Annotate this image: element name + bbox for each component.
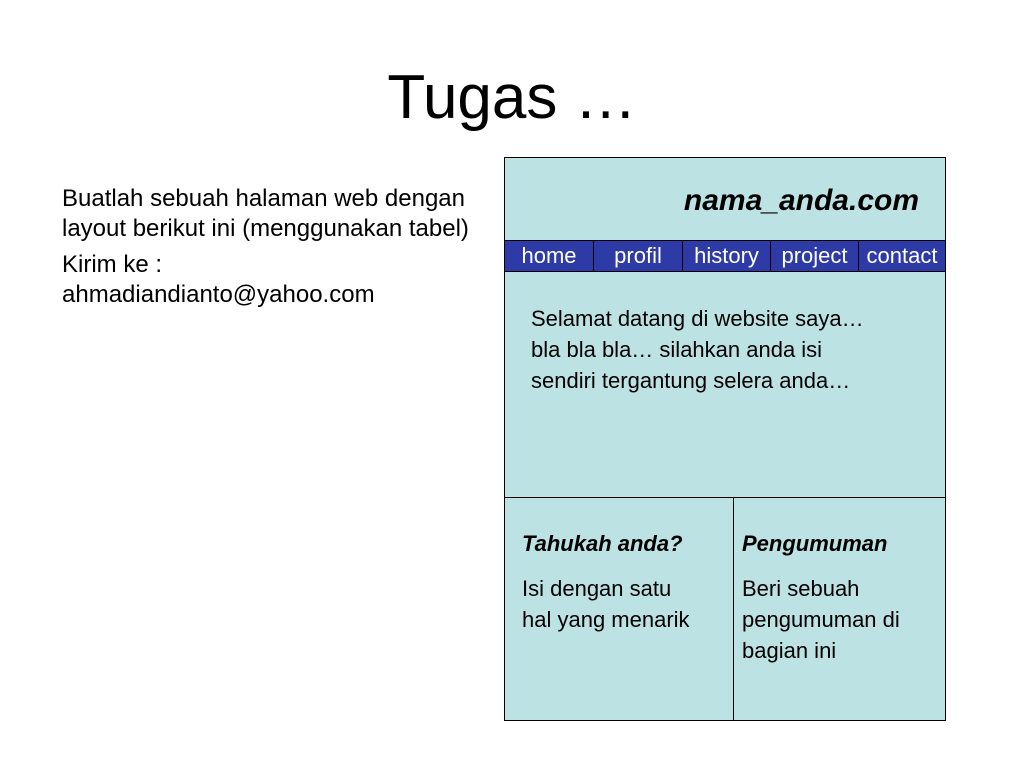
welcome-line: bla bla bla… silahkan anda isi — [531, 337, 823, 362]
nav-item-profil[interactable]: profil — [594, 241, 683, 271]
announcement-line: Beri sebuah — [742, 576, 860, 601]
announcement-line: pengumuman di — [742, 607, 900, 632]
did-you-know-line: Isi dengan satu — [522, 576, 672, 601]
instruction-send — [62, 250, 482, 310]
email-address: ahmadiandianto@yahoo.com — [62, 281, 375, 308]
horizontal-divider — [505, 497, 945, 498]
nav-item-home[interactable]: home — [505, 241, 594, 271]
site-name: nama_anda.com — [683, 184, 919, 217]
did-you-know-box — [522, 528, 727, 635]
welcome-line: sendiri tergantung selera anda… — [531, 368, 851, 393]
instruction-task: Buatlah sebuah halaman web dengan layout berikut ini (menggunakan tabel) — [62, 185, 469, 242]
nav-item-history[interactable]: history — [683, 241, 771, 271]
announcement-box — [742, 528, 942, 666]
instructions — [62, 184, 482, 316]
welcome-line: Selamat datang di website saya… — [531, 306, 864, 331]
welcome-text — [531, 303, 931, 396]
nav-bar — [505, 240, 945, 272]
slide-title: Tugas … — [387, 63, 637, 132]
announcement-title: Pengumuman — [742, 531, 888, 556]
nav-item-project[interactable]: project — [771, 241, 859, 271]
layout-mockup — [504, 157, 946, 721]
vertical-divider — [733, 497, 734, 721]
did-you-know-title: Tahukah anda? — [522, 531, 683, 556]
send-label: Kirim ke : — [62, 251, 163, 278]
announcement-line: bagian ini — [742, 638, 837, 663]
did-you-know-line: hal yang menarik — [522, 607, 690, 632]
nav-item-contact[interactable]: contact — [866, 243, 938, 268]
